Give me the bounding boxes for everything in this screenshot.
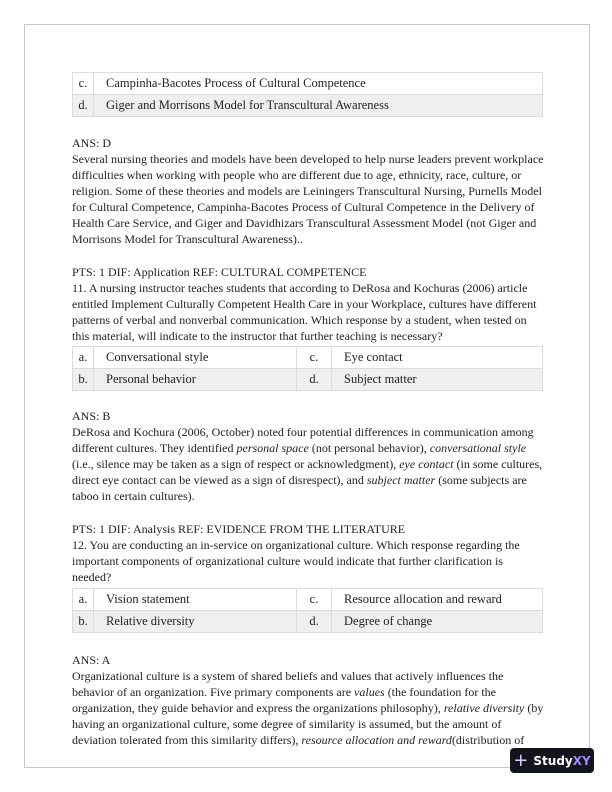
option-text: Giger and Morrisons Model for Transcultural Awareness xyxy=(94,95,543,117)
answer-key-q12: ANS: A xyxy=(72,653,111,667)
question-meta-q10: PTS: 1 DIF: Application REF: CULTURAL COMPETENCE xyxy=(72,265,367,279)
emphasized-term: relative diversity xyxy=(443,701,525,715)
option-row xyxy=(73,73,543,95)
option-letter: c. xyxy=(297,347,332,369)
badge-name: Study xyxy=(533,753,573,768)
emphasized-term: resource allocation and reward xyxy=(301,733,452,747)
rationale-text: DeRosa and Kochura (2006, October) noted four potential differences in communication among different cultures. They identified xyxy=(72,425,534,455)
emphasized-term: conversational style xyxy=(429,441,527,455)
option-text: Personal behavior xyxy=(94,369,297,391)
question-12: 12. You are conducting an in-service on organizational culture. Which response regarding the important components of organizational culture would indicate that further clarification is needed? xyxy=(72,538,520,584)
studyxy-badge[interactable] xyxy=(510,748,594,773)
option-text: Vision statement xyxy=(94,589,297,611)
emphasized-term: subject matter xyxy=(366,473,436,487)
option-letter: b. xyxy=(73,611,94,633)
rationale-q10 xyxy=(72,151,544,247)
option-letter: a. xyxy=(73,347,94,369)
option-row xyxy=(73,95,543,117)
question-meta-q11: PTS: 1 DIF: Analysis REF: EVIDENCE FROM THE LITERATURE xyxy=(72,522,406,536)
answer-key-q11: ANS: B xyxy=(72,409,111,423)
rationale-text: (in some cultures, direct eye contact can be viewed as a sign of disrespect), and xyxy=(72,457,543,487)
option-letter: a. xyxy=(73,589,94,611)
option-text: Conversational style xyxy=(94,347,297,369)
option-letter: b. xyxy=(73,369,94,391)
option-text: Campinha-Bacotes Process of Cultural Competence xyxy=(94,73,543,95)
question-11: 11. A nursing instructor teaches students that according to DeRosa and Kochuras (2006) article entitled Implement Culturally Competent Health Care in your Workplace, cultures have different patterns of verbal and nonverbal communication. Which response by a student, when tested on this material, will indicate to the instructor that further teaching is necessary? xyxy=(72,281,537,343)
emphasized-term: values xyxy=(354,685,385,699)
rationale-text: (the foundation for the organization, they guide behavior and express the organizations philosophy), xyxy=(72,685,496,715)
rationale-text: (by having an organizational culture, some degree of similarity is assumed, but the amount of deviation tolerated from this similarity differs), xyxy=(72,701,544,747)
rationale-q11 xyxy=(72,424,544,504)
emphasized-term: eye contact xyxy=(399,457,454,471)
answer-options-table-q11 xyxy=(72,346,543,391)
option-text: Degree of change xyxy=(332,611,543,633)
rationale-text: Several nursing theories and models have been developed to help nurse leaders prevent workplace difficulties when working with people who are different due to age, ethnicity, race, culture, or religion. Some of these theories and models are Leiningers Transcultural Nursing, Purnells Model for Cultural Competence, Campinha-Bacotes Process of Cultural Competence in the Delivery of Health Care Service, and Giger and Davidhizars Transcultural Assessment Model (not Giger and Morrisons Model for Transcultural Awareness).. xyxy=(72,152,544,246)
answer-options-table-q12 xyxy=(72,588,543,633)
answer-options-table-q10 xyxy=(72,72,543,117)
option-text: Resource allocation and reward xyxy=(332,589,543,611)
rationale-q12 xyxy=(72,668,544,748)
option-letter: c. xyxy=(297,589,332,611)
option-row xyxy=(73,369,543,391)
option-letter: c. xyxy=(73,73,94,95)
rationale-text: Organizational culture is a system of shared beliefs and values that actively influences the behavior of an organization. Five primary components are xyxy=(72,669,504,699)
plus-icon: + xyxy=(513,750,529,771)
emphasized-term: personal space xyxy=(236,441,309,455)
rationale-text: (i.e., silence may be taken as a sign of respect or acknowledgment), xyxy=(72,457,400,471)
rationale-text: (some subjects are taboo in certain cultures). xyxy=(72,473,527,503)
option-row xyxy=(73,611,543,633)
option-text: Subject matter xyxy=(332,369,543,391)
option-text: Eye contact xyxy=(332,347,543,369)
option-row xyxy=(73,347,543,369)
option-letter: d. xyxy=(297,611,332,633)
badge-label xyxy=(533,754,590,768)
rationale-text: (distribution of xyxy=(451,733,525,747)
option-letter: d. xyxy=(297,369,332,391)
option-letter: d. xyxy=(73,95,94,117)
option-text: Relative diversity xyxy=(94,611,297,633)
answer-key-q10: ANS: D xyxy=(72,136,112,150)
option-row xyxy=(73,589,543,611)
rationale-text: (not personal behavior), xyxy=(308,441,430,455)
badge-accent: XY xyxy=(572,753,591,768)
